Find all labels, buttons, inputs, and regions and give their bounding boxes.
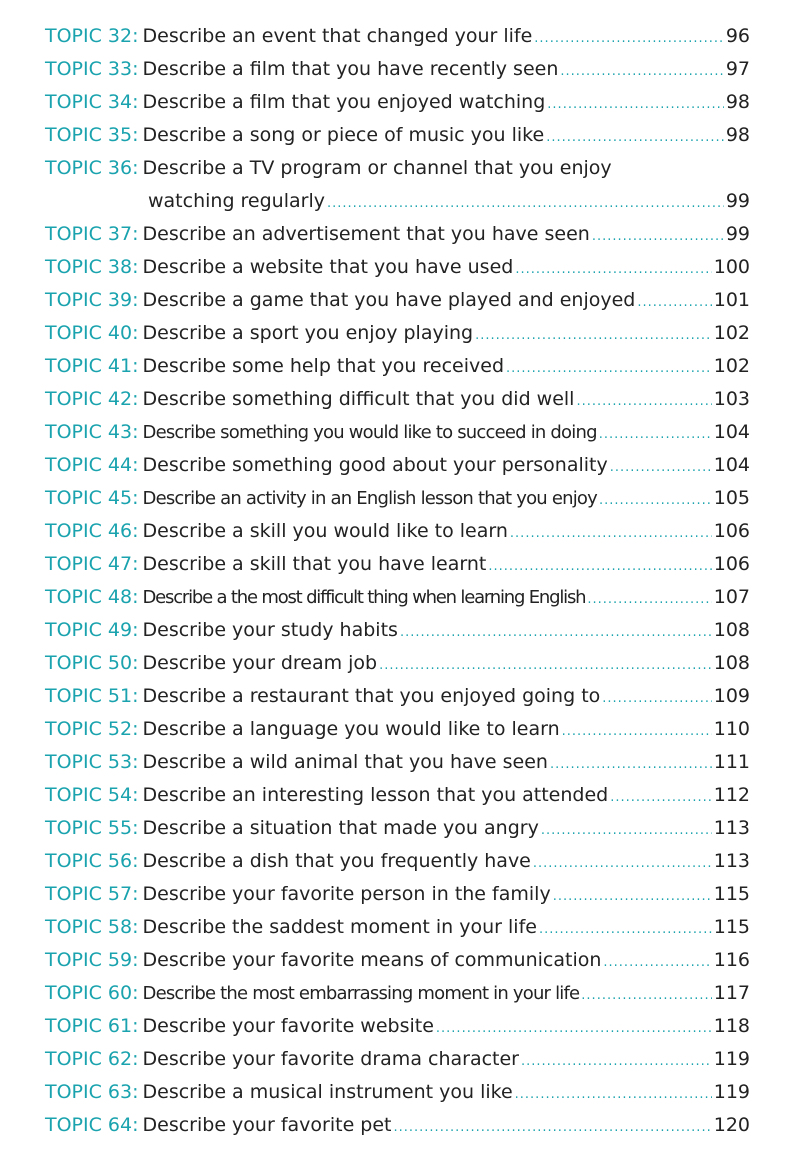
dot-leader [515,1078,712,1111]
toc-entry[interactable] [45,152,750,218]
dot-leader [488,550,711,583]
toc-entry[interactable] [45,713,750,746]
toc-entry[interactable] [45,284,750,317]
toc-line [45,152,750,185]
toc-entry[interactable] [45,482,750,515]
toc-line [45,218,750,251]
topic-label: TOPIC 64: [45,1114,139,1136]
topic-title: Describe a situation that made you angry [142,817,539,839]
dot-leader [610,451,712,484]
toc-line [45,1010,750,1043]
dot-leader [475,319,712,352]
toc-entry[interactable] [45,1076,750,1109]
toc-line [45,515,750,548]
dot-leader [581,979,711,1012]
toc-entry[interactable] [45,977,750,1010]
toc-entry[interactable] [45,1043,750,1076]
toc-line [45,416,750,449]
topic-title: Describe a skill you would like to learn [142,520,508,542]
topic-label: TOPIC 60: [45,982,139,1004]
topic-title: Describe a dish that you frequently have [142,850,531,872]
dot-leader [587,583,711,616]
topic-label: TOPIC 44: [45,454,139,476]
topic-label: TOPIC 50: [45,652,139,674]
toc-line [45,119,750,152]
topic-label: TOPIC 52: [45,718,139,740]
topic-label: TOPIC 46: [45,520,139,542]
dot-leader [539,913,712,946]
dot-leader [637,286,711,319]
dot-leader [327,187,724,220]
topic-label: TOPIC 35: [45,124,139,146]
topic-title: Describe a film that you enjoyed watching [142,91,546,113]
page-number: 106 [713,553,750,575]
page-number: 98 [725,91,750,113]
toc-entry[interactable] [45,1010,750,1043]
dot-leader [546,121,724,154]
toc-line [45,350,750,383]
topic-title: Describe a film that you have recently seen [142,58,559,80]
topic-title: Describe something you would like to succeed in doing [142,422,597,443]
topic-label: TOPIC 63: [45,1081,139,1103]
dot-leader [436,1012,712,1045]
topic-title: Describe a wild animal that you have seen [142,751,548,773]
topic-label: TOPIC 43: [45,421,139,443]
dot-leader [510,517,712,550]
page-number: 104 [713,454,750,476]
toc-line [45,911,750,944]
topic-label: TOPIC 59: [45,949,139,971]
topic-title: Describe a TV program or channel that you enjoy [142,157,612,179]
toc-entry[interactable] [45,944,750,977]
toc-entry[interactable] [45,251,750,284]
dot-leader [547,88,724,121]
topic-title: Describe a game that you have played and enjoyed [142,289,636,311]
topic-label: TOPIC 34: [45,91,139,113]
dot-leader [394,1111,712,1144]
topic-title: Describe your favorite means of communication [142,949,602,971]
page-number: 104 [713,421,750,443]
toc-entry[interactable] [45,614,750,647]
topic-label: TOPIC 37: [45,223,139,245]
topic-label: TOPIC 40: [45,322,139,344]
topic-title-continued: watching regularly [148,190,325,212]
topic-label: TOPIC 32: [45,25,139,47]
toc-line-continuation [45,185,750,218]
topic-title: Describe a skill that you have learnt [142,553,487,575]
page-number: 99 [725,190,750,212]
topic-title: Describe a sport you enjoy playing [142,322,474,344]
page-number: 113 [713,817,750,839]
page-number: 105 [713,487,750,509]
dot-leader [560,55,723,88]
topic-label: TOPIC 61: [45,1015,139,1037]
dot-leader [521,1045,712,1078]
topic-label: TOPIC 42: [45,388,139,410]
page-number: 120 [713,1114,750,1136]
page-number: 118 [713,1015,750,1037]
dot-leader [379,649,712,682]
dot-leader [592,220,724,253]
topic-label: TOPIC 41: [45,355,139,377]
toc-entry[interactable] [45,515,750,548]
topic-label: TOPIC 57: [45,883,139,905]
dot-leader [553,880,712,913]
page-number: 111 [713,751,750,773]
topic-title: Describe your favorite drama character [142,1048,519,1070]
page-number: 116 [713,949,750,971]
page-number: 103 [713,388,750,410]
toc-line [45,1076,750,1109]
topic-title: Describe your study habits [142,619,398,641]
table-of-contents [45,20,750,1142]
dot-leader [534,22,724,55]
toc-entry[interactable] [45,350,750,383]
topic-title: Describe an advertisement that you have seen [142,223,590,245]
toc-line [45,1043,750,1076]
toc-entry[interactable] [45,53,750,86]
toc-line [45,713,750,746]
toc-line [45,53,750,86]
toc-line [45,746,750,779]
topic-title: Describe an activity in an English lesson that you enjoy [142,488,597,509]
dot-leader [541,814,712,847]
dot-leader [599,418,712,451]
toc-line [45,86,750,119]
topic-title: Describe your favorite pet [142,1114,392,1136]
topic-label: TOPIC 47: [45,553,139,575]
topic-title: Describe a musical instrument you like [142,1081,513,1103]
dot-leader [603,946,711,979]
toc-entry[interactable] [45,119,750,152]
dot-leader [400,616,712,649]
toc-entry[interactable] [45,746,750,779]
topic-label: TOPIC 56: [45,850,139,872]
toc-line [45,449,750,482]
page-number: 106 [713,520,750,542]
toc-line [45,878,750,911]
topic-title: Describe the most embarrassing moment in your life [142,983,580,1004]
dot-leader [550,748,712,781]
toc-line [45,581,750,614]
page-number: 109 [713,685,750,707]
topic-label: TOPIC 51: [45,685,139,707]
page-number: 119 [713,1081,750,1103]
topic-label: TOPIC 62: [45,1048,139,1070]
page-number: 102 [713,322,750,344]
topic-title: Describe a song or piece of music you like [142,124,545,146]
topic-label: TOPIC 39: [45,289,139,311]
toc-entry[interactable] [45,416,750,449]
topic-label: TOPIC 58: [45,916,139,938]
topic-title: Describe an interesting lesson that you attended [142,784,609,806]
toc-entry[interactable] [45,449,750,482]
page-number: 110 [713,718,750,740]
topic-title: Describe your dream job [142,652,378,674]
toc-line [45,647,750,680]
page-number: 99 [725,223,750,245]
toc-line [45,944,750,977]
topic-label: TOPIC 48: [45,586,139,608]
dot-leader [610,781,712,814]
topic-title: Describe your favorite person in the family [142,883,551,905]
toc-line [45,383,750,416]
toc-line [45,680,750,713]
toc-line [45,482,750,515]
toc-entry[interactable] [45,680,750,713]
topic-label: TOPIC 54: [45,784,139,806]
toc-line [45,812,750,845]
topic-title: Describe an event that changed your life [142,25,533,47]
toc-entry[interactable] [45,86,750,119]
topic-title: Describe your favorite website [142,1015,434,1037]
topic-label: TOPIC 33: [45,58,139,80]
toc-line [45,977,750,1010]
toc-entry[interactable] [45,581,750,614]
topic-label: TOPIC 53: [45,751,139,773]
dot-leader [576,385,711,418]
topic-label: TOPIC 55: [45,817,139,839]
dot-leader [515,253,711,286]
toc-line [45,317,750,350]
topic-label: TOPIC 36: [45,157,139,179]
page-number: 119 [713,1048,750,1070]
topic-title: Describe some help that you received [142,355,504,377]
page-number: 112 [713,784,750,806]
toc-line [45,284,750,317]
toc-line [45,845,750,878]
page-number: 96 [725,25,750,47]
topic-title: Describe the saddest moment in your life [142,916,537,938]
toc-entry[interactable] [45,1109,750,1142]
topic-label: TOPIC 49: [45,619,139,641]
topic-title: Describe a website that you have used [142,256,514,278]
toc-line [45,779,750,812]
toc-line [45,20,750,53]
page-number: 102 [713,355,750,377]
dot-leader [602,682,711,715]
topic-title: Describe something difficult that you did well [142,388,575,410]
toc-entry[interactable] [45,20,750,53]
dot-leader [506,352,712,385]
page-number: 113 [713,850,750,872]
page-number: 115 [713,916,750,938]
topic-title: Describe a the most difficult thing when learning English [142,587,586,608]
topic-title: Describe a restaurant that you enjoyed going to [142,685,601,707]
toc-entry[interactable] [45,812,750,845]
dot-leader [599,484,712,517]
toc-entry[interactable] [45,548,750,581]
toc-entry[interactable] [45,383,750,416]
dot-leader [533,847,712,880]
page-number: 115 [713,883,750,905]
toc-entry[interactable] [45,218,750,251]
toc-entry[interactable] [45,779,750,812]
toc-line [45,1109,750,1142]
topic-title: Describe a language you would like to learn [142,718,560,740]
toc-line [45,548,750,581]
page-number: 107 [713,586,750,608]
topic-title: Describe something good about your personality [142,454,608,476]
page-number: 100 [713,256,750,278]
page-number: 108 [713,652,750,674]
page-number: 108 [713,619,750,641]
dot-leader [562,715,712,748]
page-number: 117 [713,982,750,1004]
toc-entry[interactable] [45,317,750,350]
toc-entry[interactable] [45,647,750,680]
toc-entry[interactable] [45,878,750,911]
topic-label: TOPIC 45: [45,487,139,509]
toc-entry[interactable] [45,845,750,878]
toc-entry[interactable] [45,911,750,944]
topic-label: TOPIC 38: [45,256,139,278]
toc-line [45,614,750,647]
page-number: 101 [713,289,750,311]
page-number: 98 [725,124,750,146]
toc-line [45,251,750,284]
page-number: 97 [725,58,750,80]
